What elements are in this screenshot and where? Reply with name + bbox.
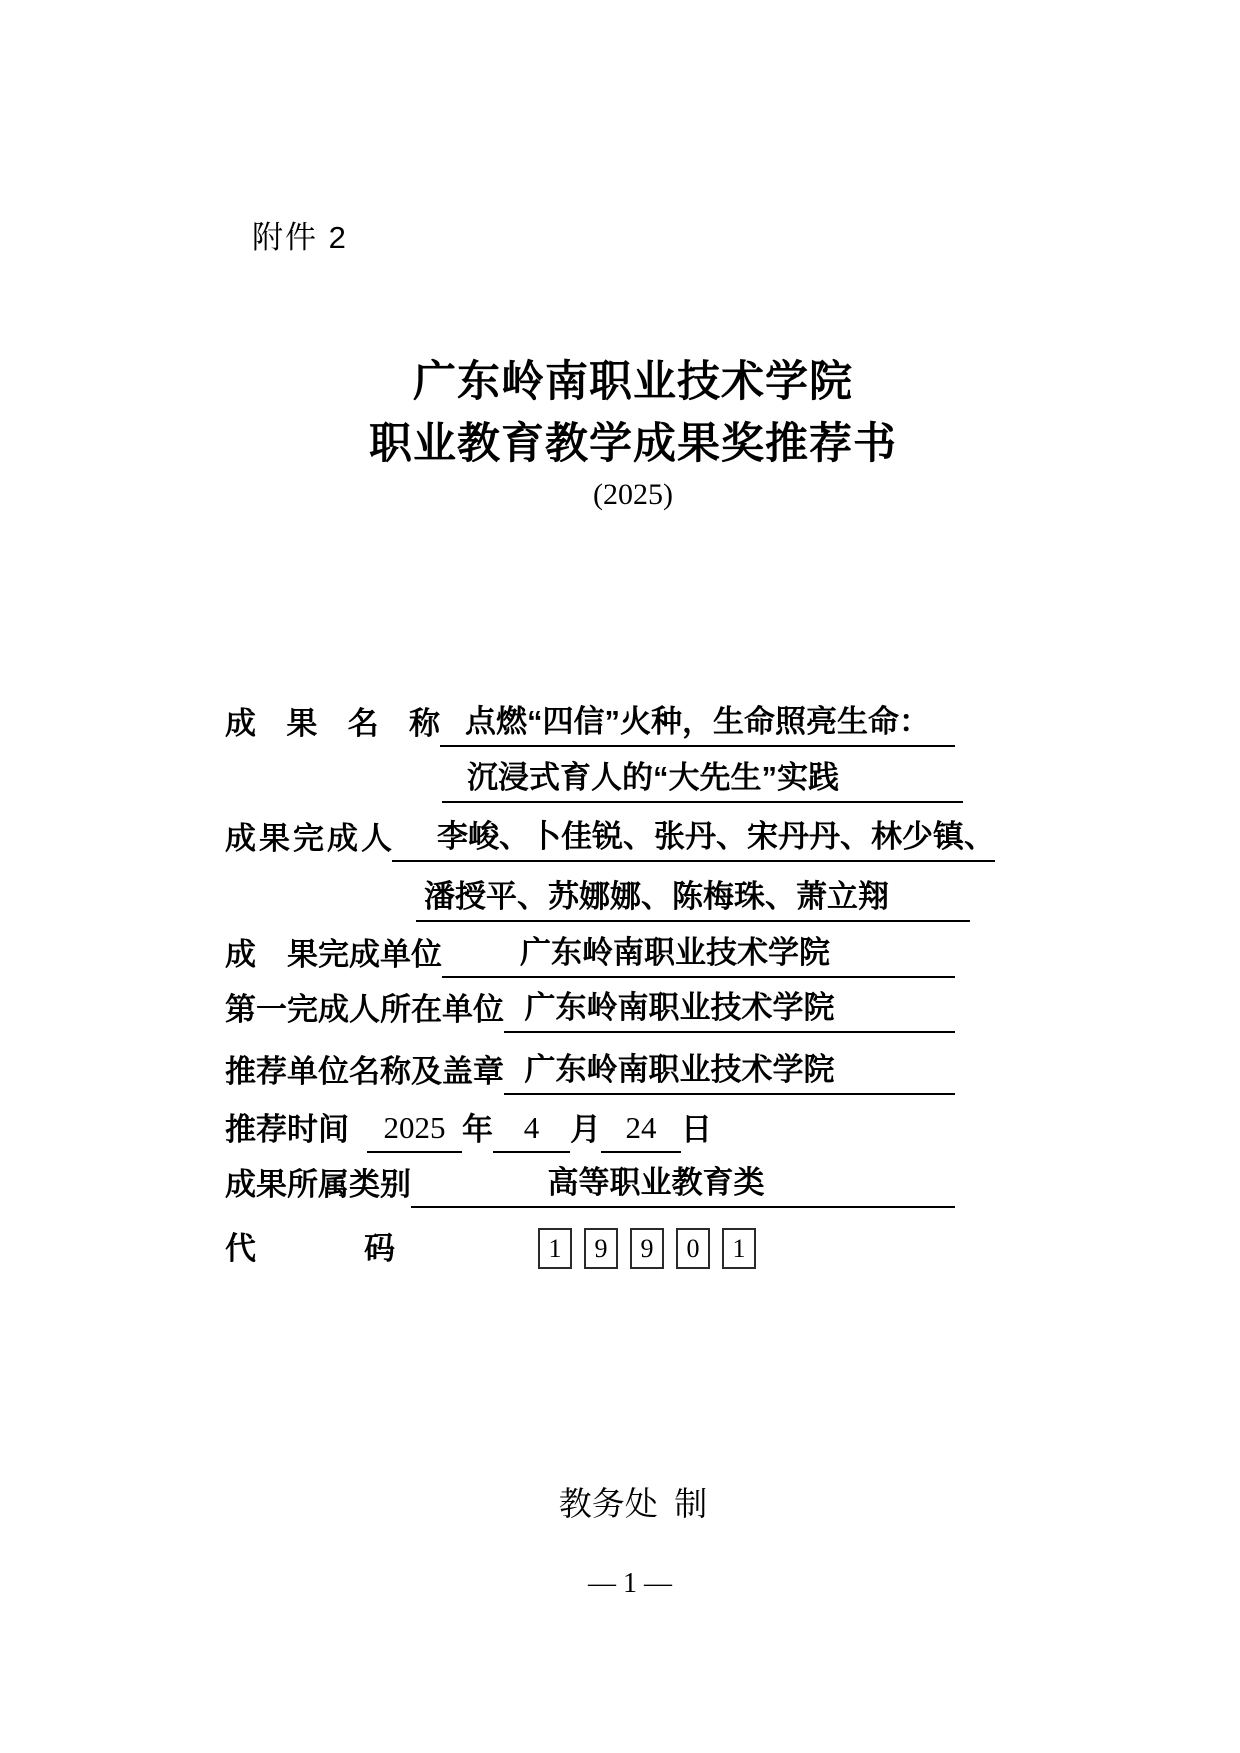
field-value-completing-unit: 广东岭南职业技术学院 xyxy=(442,930,955,978)
form-row-achievement-name-line2 xyxy=(442,755,963,803)
code-digit-box: 1 xyxy=(538,1228,572,1269)
field-value-category: 高等职业教育类 xyxy=(411,1160,955,1208)
field-value-date-day: 24 xyxy=(601,1105,681,1153)
field-label-completing-unit: 成 果完成单位 xyxy=(225,937,442,972)
code-digit-box: 9 xyxy=(630,1228,664,1269)
form-row-first-completer-unit xyxy=(225,985,955,1033)
code-digit-box: 0 xyxy=(676,1228,710,1269)
code-digit-boxes xyxy=(538,1228,756,1269)
form-row-code xyxy=(225,1226,395,1272)
document-title-line2: 职业教育教学成果奖推荐书 xyxy=(369,421,897,468)
field-value-achievement-name-line1: 点燃“四信”火种，生命照亮生命： xyxy=(440,699,955,747)
field-label-code: 代码 xyxy=(225,1231,395,1266)
field-value-recommending-unit: 广东岭南职业技术学院 xyxy=(504,1047,955,1095)
document-title-line1: 广东岭南职业技术学院 xyxy=(413,359,853,406)
code-digit-box: 9 xyxy=(584,1228,618,1269)
field-label-recommending-unit: 推荐单位名称及盖章 xyxy=(225,1054,504,1089)
form-row-recommending-unit xyxy=(225,1047,955,1095)
field-value-completers-line1: 李峻、卜佳锐、张丹、宋丹丹、林少镇、 xyxy=(392,814,995,862)
field-label-completers: 成果完成人 xyxy=(225,821,392,856)
date-year-suffix: 年 xyxy=(462,1112,493,1147)
date-month-suffix: 月 xyxy=(570,1112,601,1147)
date-day-suffix: 日 xyxy=(681,1112,712,1147)
form-row-completers xyxy=(225,814,995,862)
document-year: (2025) xyxy=(593,478,673,511)
field-value-date-year: 2025 xyxy=(367,1105,462,1153)
field-label-first-completer-unit: 第一完成人所在单位 xyxy=(225,992,504,1027)
field-label-achievement-name: 成果名称 xyxy=(225,706,440,741)
form-row-completers-line2 xyxy=(416,874,970,922)
field-label-recommend-date: 推荐时间 xyxy=(225,1112,349,1147)
page-number: — 1 — xyxy=(588,1568,672,1599)
attachment-label: 附件 2 xyxy=(252,220,348,255)
form-row-completing-unit xyxy=(225,930,955,978)
field-label-category: 成果所属类别 xyxy=(225,1167,411,1202)
field-value-date-month: 4 xyxy=(493,1105,570,1153)
field-value-achievement-name-line2: 沉浸式育人的“大先生”实践 xyxy=(442,755,963,803)
form-row-category xyxy=(225,1160,955,1208)
form-row-achievement-name xyxy=(225,699,955,747)
footer-maker: 教务处 制 xyxy=(558,1487,708,1523)
document-title xyxy=(13,352,1240,476)
field-value-completers-line2: 潘授平、苏娜娜、陈梅珠、萧立翔 xyxy=(416,874,970,922)
form-row-recommend-date xyxy=(225,1105,712,1153)
code-digit-box: 1 xyxy=(722,1228,756,1269)
field-value-first-completer-unit: 广东岭南职业技术学院 xyxy=(504,985,955,1033)
